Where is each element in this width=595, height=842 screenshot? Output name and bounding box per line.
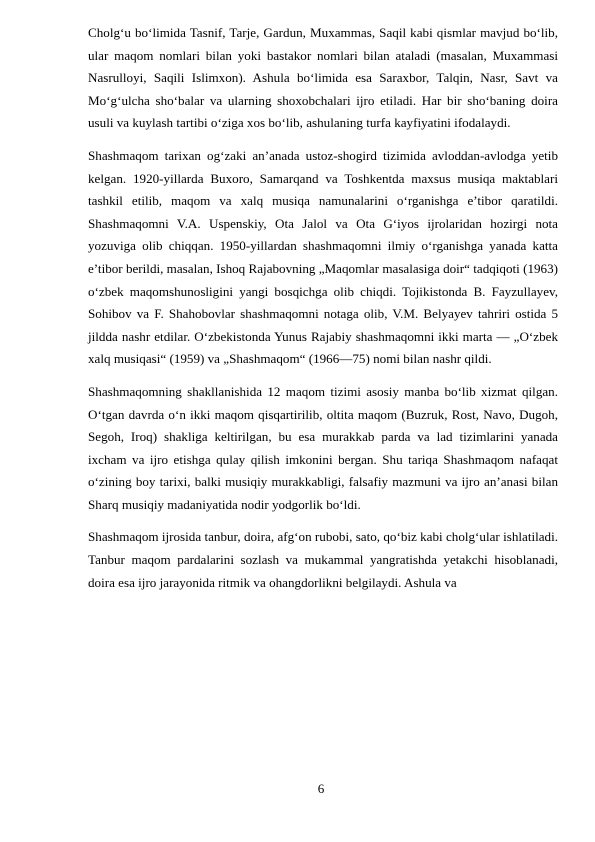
paragraph-4: Shashmaqom ijrosida tanbur, doira, afg‘on rubobi, sato, qo‘biz kabi cholg‘ular ishlatiladi. Tanbur maqom pardalarini sozlash va mukammal yangratishda yetakchi hisoblanadi, doira esa ijro jarayonida ritmik va ohangdorlikni belgilaydi. Ashula va	[88, 529, 558, 590]
paragraph-1: Cholg‘u bo‘limida Tasnif, Tarje, Gardun, Muxammas, Saqil kabi qismlar mavjud bo‘lib, ular maqom nomlari bilan yoki bastakor nomlari bilan ataladi (masalan, Muxammasi Nasrulloyi, Saqili Islimxon). Ashula bo‘limida esa Saraxbor, Talqin, Nasr, Savt va Mo‘g‘ulcha sho‘balar va ularning shoxobchalari ijro etiladi. Har bir sho‘baning doira usuli va kuylash tartibi o‘ziga xos bo‘lib, ashulaning turfa kayfiyatini ifodalaydi.	[88, 25, 558, 131]
paragraph-3: Shashmaqomning shakllanishida 12 maqom tizimi asosiy manba bo‘lib xizmat qilgan. O‘tgan davrda o‘n ikki maqom qisqartirilib, oltita maqom (Buzruk, Rost, Navo, Dugoh, Segoh, Iroq) shakliga keltirilgan, bu esa murakkab parda va lad tizimlarini yanada ixcham va ijro etishga qulay qilish imkonini bergan. Shu tariqa Shashmaqom nafaqat o‘zining boy tarixi, balki musiqiy murakkabligi, falsafiy mazmuni va ijro an’anasi bilan Sharq musiqiy madaniyatida nodir yodgorlik bo‘ldi.	[88, 383, 558, 512]
body-text	[88, 22, 558, 604]
page-number: 6	[317, 781, 325, 796]
paragraph-2: Shashmaqom tarixan og‘zaki an’anada ustoz-shogird tizimida avloddan-avlodga yetib kelgan. 1920-yillarda Buxoro, Samarqand va Toshkentda maxsus musiqa maktablari tashkil etilib, maqom va xalq musiqa namunalarini o‘rganishga e’tibor qaratildi. Shashmaqomni V.A. Uspenskiy, Ota Jalol va Ota G‘iyos ijrolaridan hozirgi nota yozuviga olib chiqqan. 1950-yillardan shashmaqomni ilmiy o‘rganishga yanada katta e’tibor berildi, masalan, Ishoq Rajabovning „Maqomlar masalasiga doir“ tadqiqoti (1963) o‘zbek maqomshunosligini yangi bosqichga olib chiqdi. Tojikistonda B. Fayzullayev, Sohibov va F. Shahobovlar shashmaqomni notaga olib, V.M. Belyayev tahriri ostida 5 jildda nashr etdilar. O‘zbekistonda Yunus Rajabiy shashmaqomni ikki marta — „O‘zbek xalq musiqasi“ (1959) va „Shashmaqom“ (1966—75) nomi bilan nashr qildi.	[88, 147, 558, 367]
